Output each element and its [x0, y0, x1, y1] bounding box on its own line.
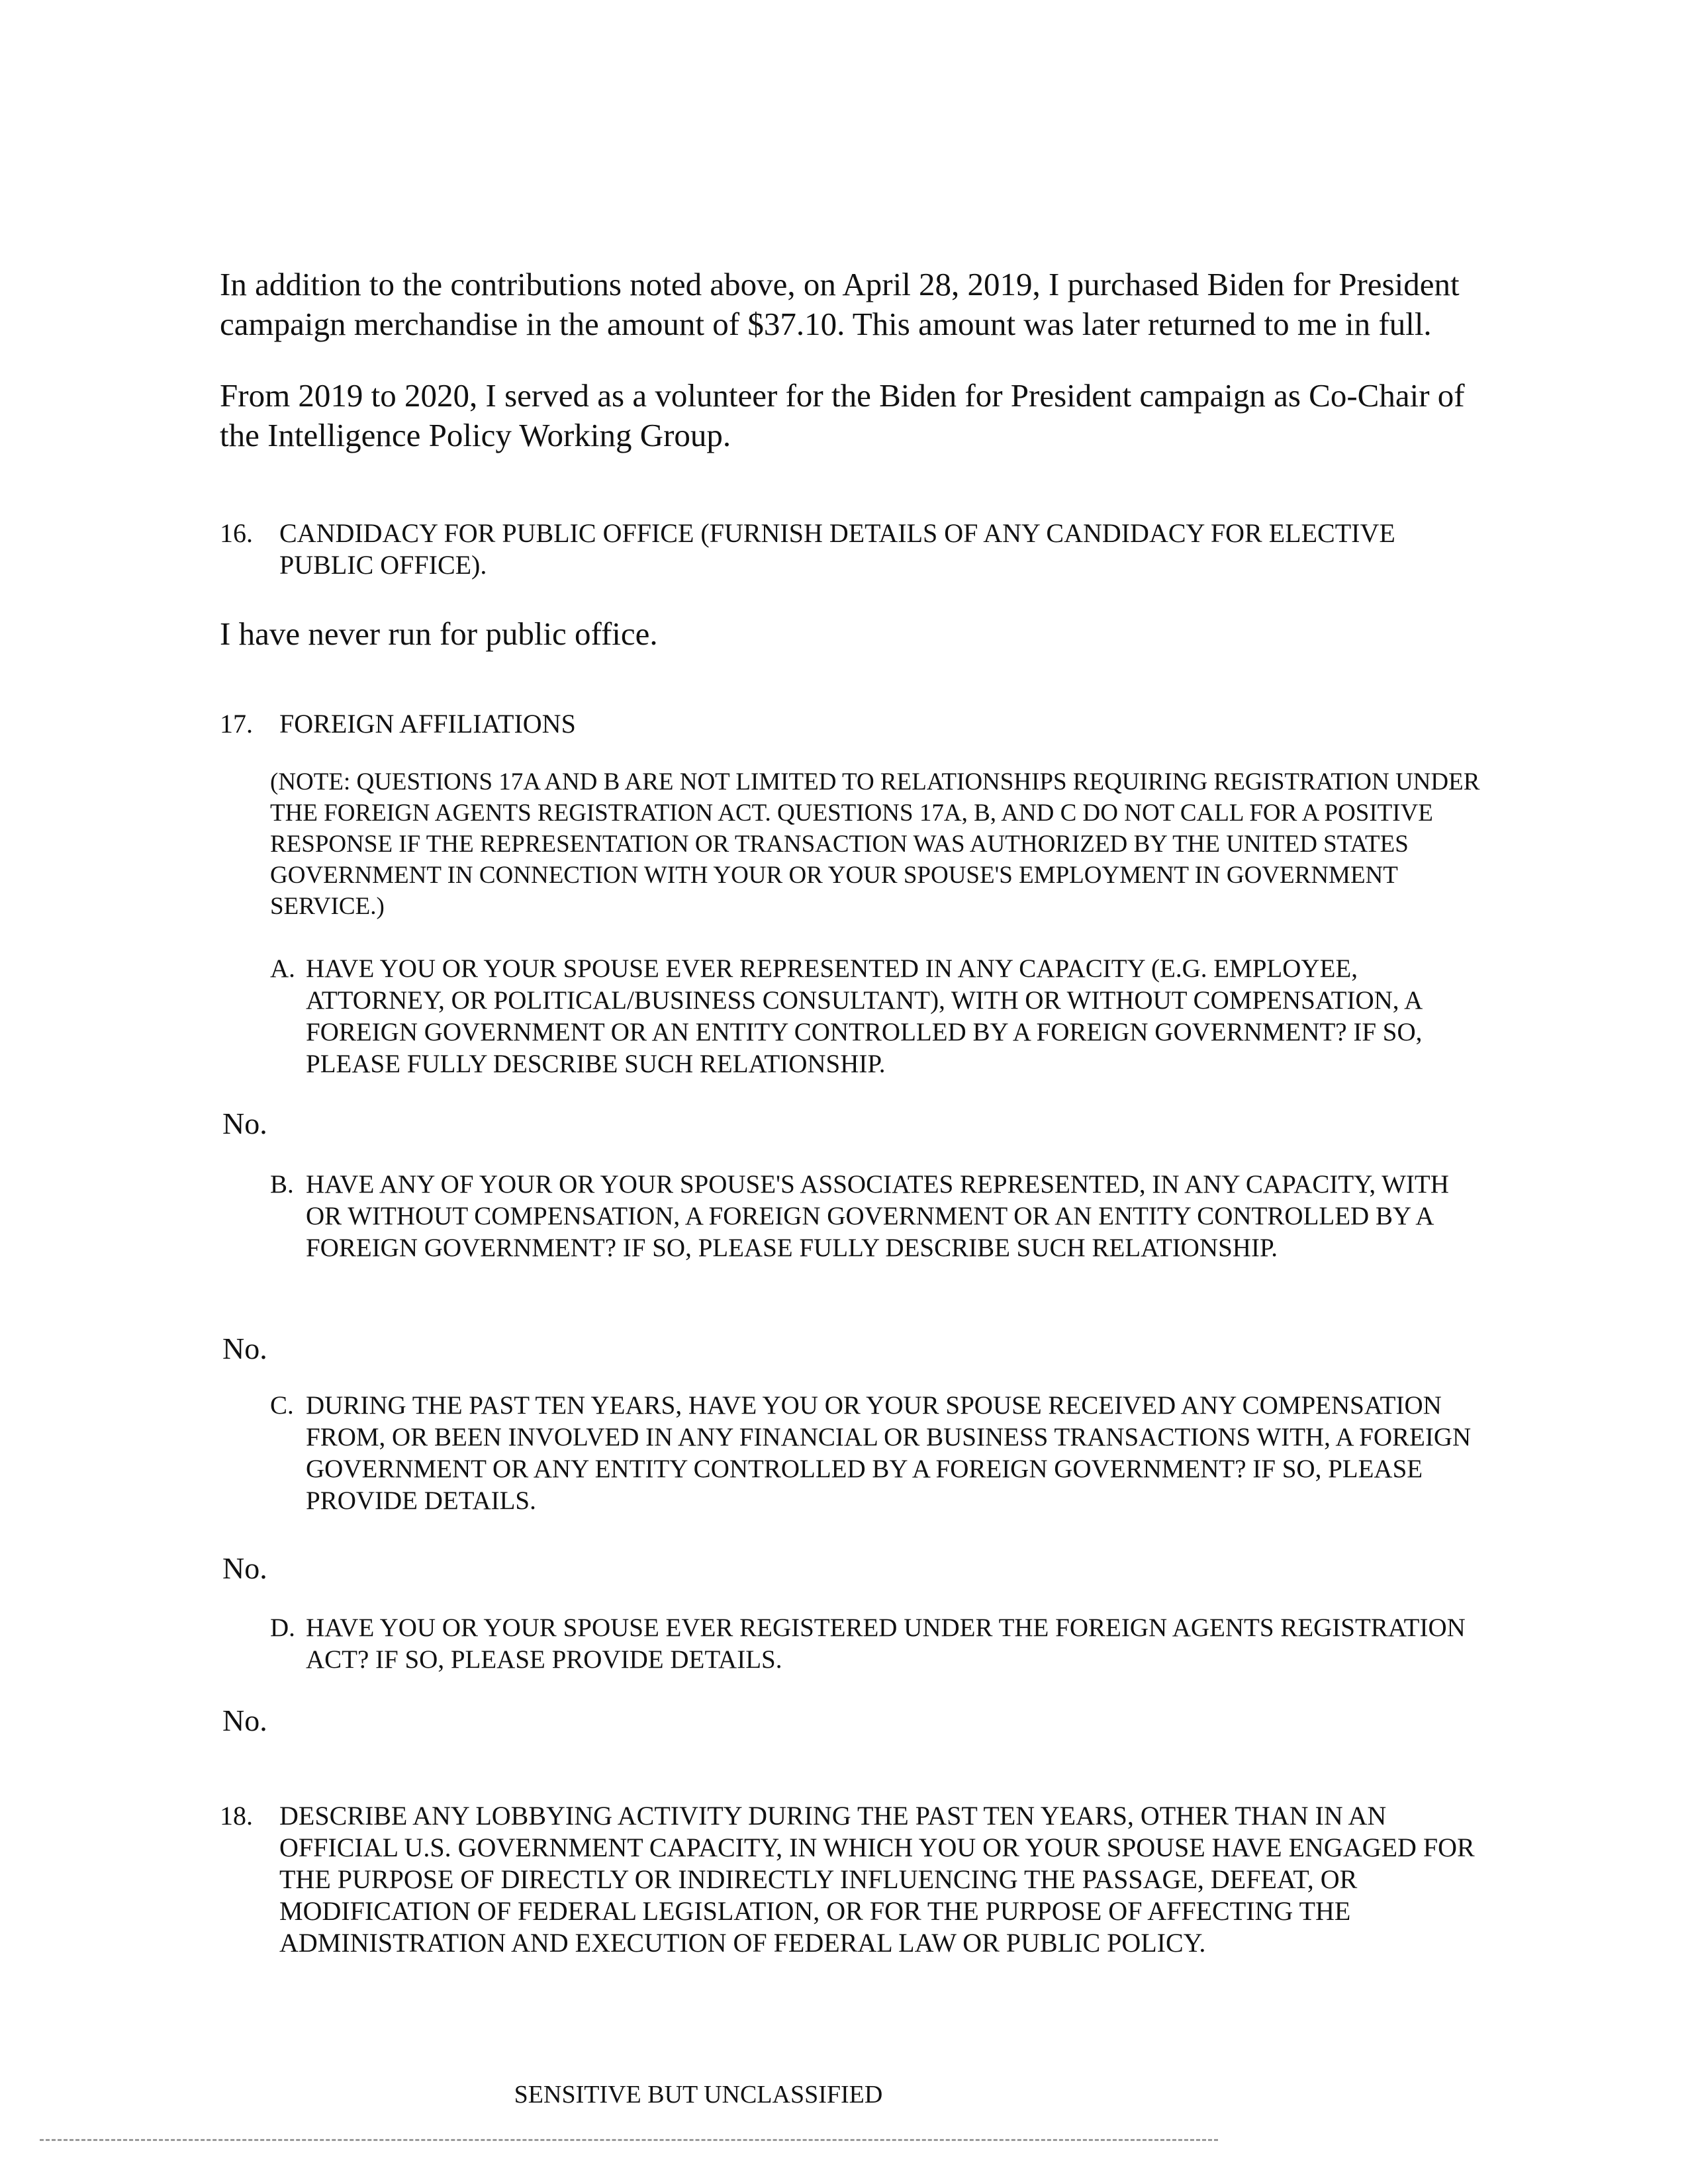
- question-16: [220, 518, 1484, 581]
- footer-divider: [40, 2139, 1218, 2141]
- question-17d-answer: No.: [222, 1704, 267, 1737]
- question-17b-text: HAVE ANY OF YOUR OR YOUR SPOUSE'S ASSOCIATES REPRESENTED, IN ANY CAPACITY, WITH OR WITHOUT COMPENSATION, A FOREIGN GOVERNMENT OR AN ENTITY CONTROLLED BY A FOREIGN GOVERNMENT? IF SO, PLEASE FULLY DESCRIBE SUCH RELATIONSHIP.: [306, 1170, 1449, 1262]
- question-17a-answer: No.: [222, 1107, 267, 1140]
- question-17a: [270, 953, 1475, 1080]
- question-17d-letter: D.: [270, 1614, 295, 1642]
- question-17: [220, 708, 1484, 740]
- volunteer-paragraph: From 2019 to 2020, I served as a volunteer for the Biden for President campaign as Co-Chair of the Intelligence Policy Working Group.: [220, 377, 1465, 453]
- question-18-number: 18.: [220, 1801, 253, 1831]
- question-18-text: DESCRIBE ANY LOBBYING ACTIVITY DURING THE PAST TEN YEARS, OTHER THAN IN AN OFFICIAL U.S. GOVERNMENT CAPACITY, IN WHICH YOU OR YOUR SPOUSE HAVE ENGAGED FOR THE PURPOSE OF DIRECTLY OR INDIRECTLY INFLUENCING THE PASSAGE, DEFEAT, OR MODIFICATION OF FEDERAL LEGISLATION, OR FOR THE PURPOSE OF AFFECTING THE ADMINISTRATION AND EXECUTION OF FEDERAL LAW OR PUBLIC POLICY.: [279, 1801, 1475, 1958]
- question-17-text: FOREIGN AFFILIATIONS: [279, 709, 576, 739]
- question-17a-text: HAVE YOU OR YOUR SPOUSE EVER REPRESENTED IN ANY CAPACITY (E.G. EMPLOYEE, ATTORNEY, OR POLITICAL/BUSINESS CONSULTANT), WITH OR WITHOUT COMPENSATION, A FOREIGN GOVERNMENT OR AN ENTITY CONTROLLED BY A FOREIGN GOVERNMENT? IF SO, PLEASE FULLY DESCRIBE SUCH RELATIONSHIP.: [306, 954, 1423, 1078]
- question-17b-letter: B.: [270, 1170, 294, 1199]
- question-17c-letter: C.: [270, 1391, 294, 1420]
- question-17a-letter: A.: [270, 954, 295, 983]
- question-17b-answer: No.: [222, 1332, 267, 1365]
- merchandise-paragraph: In addition to the contributions noted above, on April 28, 2019, I purchased Biden for President campaign merchandise in the amount of $37.10. This amount was later returned to me in full.: [220, 266, 1460, 342]
- question-17c-text: DURING THE PAST TEN YEARS, HAVE YOU OR YOUR SPOUSE RECEIVED ANY COMPENSATION FROM, OR BEEN INVOLVED IN ANY FINANCIAL OR BUSINESS TRANSACTIONS WITH, A FOREIGN GOVERNMENT OR ANY ENTITY CONTROLLED BY A FOREIGN GOVERNMENT? IF SO, PLEASE PROVIDE DETAILS.: [306, 1391, 1472, 1515]
- question-17-number: 17.: [220, 709, 253, 739]
- question-17c: [270, 1390, 1475, 1517]
- question-16-text: CANDIDACY FOR PUBLIC OFFICE (FURNISH DETAILS OF ANY CANDIDACY FOR ELECTIVE PUBLIC OFFICE).: [279, 518, 1395, 580]
- question-16-answer: I have never run for public office.: [220, 615, 658, 652]
- question-17c-answer: No.: [222, 1551, 267, 1585]
- question-17b: [270, 1169, 1475, 1264]
- question-17-note: (NOTE: QUESTIONS 17A AND B ARE NOT LIMITED TO RELATIONSHIPS REQUIRING REGISTRATION UNDER THE FOREIGN AGENTS REGISTRATION ACT. QUESTIONS 17A, B, AND C DO NOT CALL FOR A POSITIVE RESPONSE IF THE REPRESENTATION OR TRANSACTION WAS AUTHORIZED BY THE UNITED STATES GOVERNMENT IN CONNECTION WITH YOUR OR YOUR SPOUSE'S EMPLOYMENT IN GOVERNMENT SERVICE.): [270, 768, 1480, 920]
- question-16-number: 16.: [220, 518, 253, 548]
- classification-footer: SENSITIVE BUT UNCLASSIFIED: [514, 2081, 883, 2109]
- question-17d-text: HAVE YOU OR YOUR SPOUSE EVER REGISTERED UNDER THE FOREIGN AGENTS REGISTRATION ACT? IF SO, PLEASE PROVIDE DETAILS.: [306, 1614, 1466, 1674]
- question-18: [220, 1800, 1484, 1959]
- question-17d: [270, 1612, 1475, 1676]
